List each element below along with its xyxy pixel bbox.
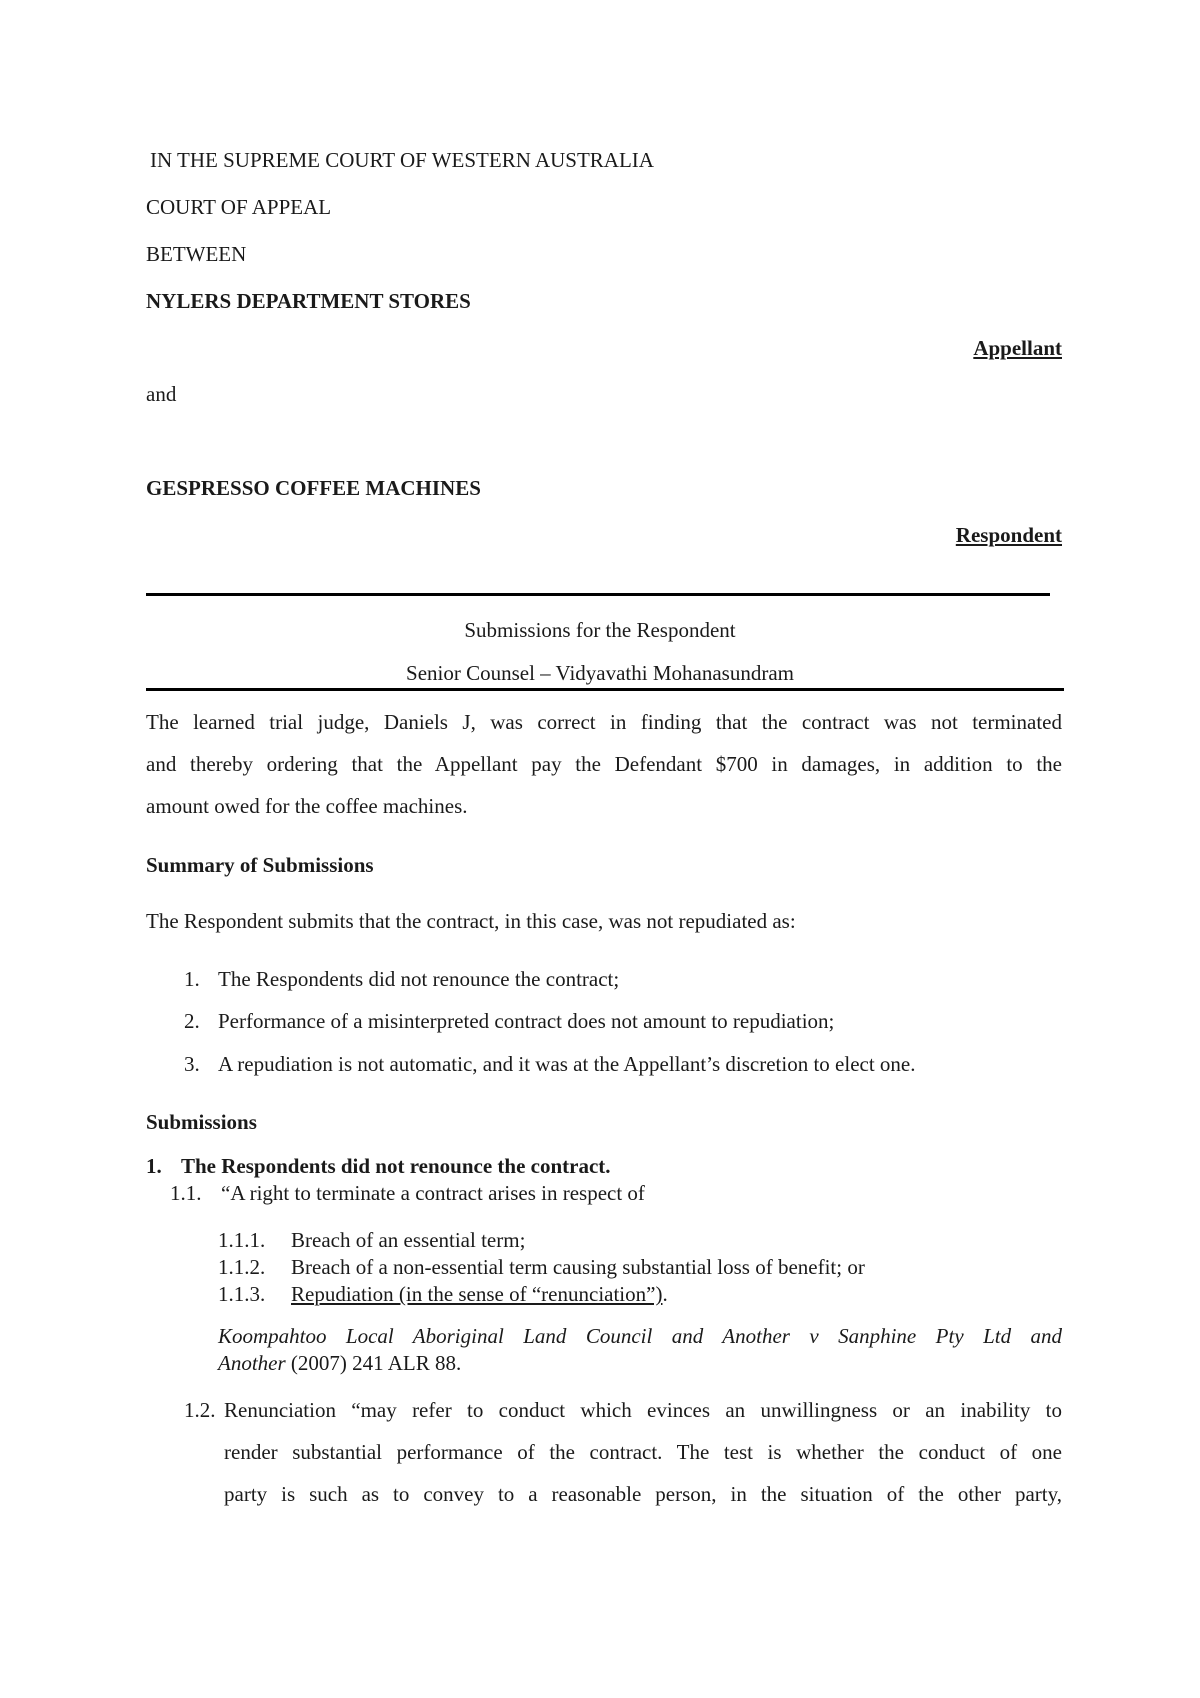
summary-item-1-text: The Respondents did not renounce the contract;	[218, 967, 620, 991]
summary-lead: The Respondent submits that the contract, in this case, was not repudiated as:	[146, 909, 796, 933]
subpara-1-1-1-text: Breach of an essential term;	[291, 1228, 526, 1252]
subpara-1-1-1-number: 1.1.1.	[218, 1228, 266, 1252]
subpara-1-1-3-number: 1.1.3.	[218, 1282, 266, 1306]
repudiation-trail: .	[662, 1282, 668, 1306]
and-label: and	[146, 382, 177, 406]
summary-item-3-number: 3.	[184, 1052, 200, 1076]
court-name: IN THE SUPREME COURT OF WESTERN AUSTRALIA	[150, 148, 654, 172]
para-1-1-text: “A right to terminate a contract arises in respect of	[221, 1181, 645, 1205]
citation-line-1: Koompahtoo Local Aboriginal Land Council and Another v Sanphine Pty Ltd and	[218, 1324, 1062, 1348]
summary-heading: Summary of Submissions	[146, 853, 374, 877]
bottom-rule	[146, 688, 1064, 691]
para-1-2-line-3: party is such as to convey to a reasonable person, in the situation of the other party,	[224, 1482, 1062, 1506]
para-1-1-number: 1.1.	[170, 1181, 202, 1205]
summary-item-3-text: A repudiation is not automatic, and it was at the Appellant’s discretion to elect one.	[218, 1052, 916, 1076]
respondent-name: GESPRESSO COFFEE MACHINES	[146, 476, 481, 500]
para-1-2-line-2: render substantial performance of the contract. The test is whether the conduct of one	[224, 1440, 1062, 1464]
subpara-1-1-3-text	[291, 1281, 668, 1307]
between-label: BETWEEN	[146, 242, 247, 266]
appellant-name: NYLERS DEPARTMENT STORES	[146, 289, 471, 313]
submissions-heading: Submissions	[146, 1110, 257, 1134]
para-1-2-number: 1.2.	[184, 1398, 216, 1422]
section-1-title: The Respondents did not renounce the contract.	[181, 1154, 611, 1178]
summary-item-2-text: Performance of a misinterpreted contract does not amount to repudiation;	[218, 1009, 835, 1033]
citation-reference: (2007) 241 ALR 88.	[285, 1351, 462, 1375]
subpara-1-1-2-number: 1.1.2.	[218, 1255, 266, 1279]
summary-item-1-number: 1.	[184, 967, 200, 991]
counsel-name: Senior Counsel – Vidyavathi Mohanasundram	[406, 661, 794, 685]
para-1-2-line-1: Renunciation “may refer to conduct which evinces an unwillingness or an inability to	[224, 1398, 1062, 1422]
subpara-1-1-2-text: Breach of a non-essential term causing substantial loss of benefit; or	[291, 1255, 865, 1279]
citation-another: Another	[218, 1351, 286, 1375]
court-division: COURT OF APPEAL	[146, 195, 332, 219]
summary-item-2-number: 2.	[184, 1009, 200, 1033]
intro-line-3: amount owed for the coffee machines.	[146, 794, 468, 818]
submissions-title: Submissions for the Respondent	[464, 618, 736, 642]
intro-line-2: and thereby ordering that the Appellant pay the Defendant $700 in damages, in addition to the	[146, 752, 1062, 776]
repudiation-phrase: Repudiation (in the sense of “renunciation”)	[291, 1282, 663, 1306]
appellant-role: Appellant	[973, 336, 1062, 360]
top-rule	[146, 593, 1050, 596]
respondent-role: Respondent	[955, 523, 1062, 547]
intro-line-1: The learned trial judge, Daniels J, was correct in finding that the contract was not terminated	[146, 710, 1062, 734]
section-1-number: 1.	[146, 1154, 162, 1178]
citation-line-2	[218, 1350, 461, 1376]
